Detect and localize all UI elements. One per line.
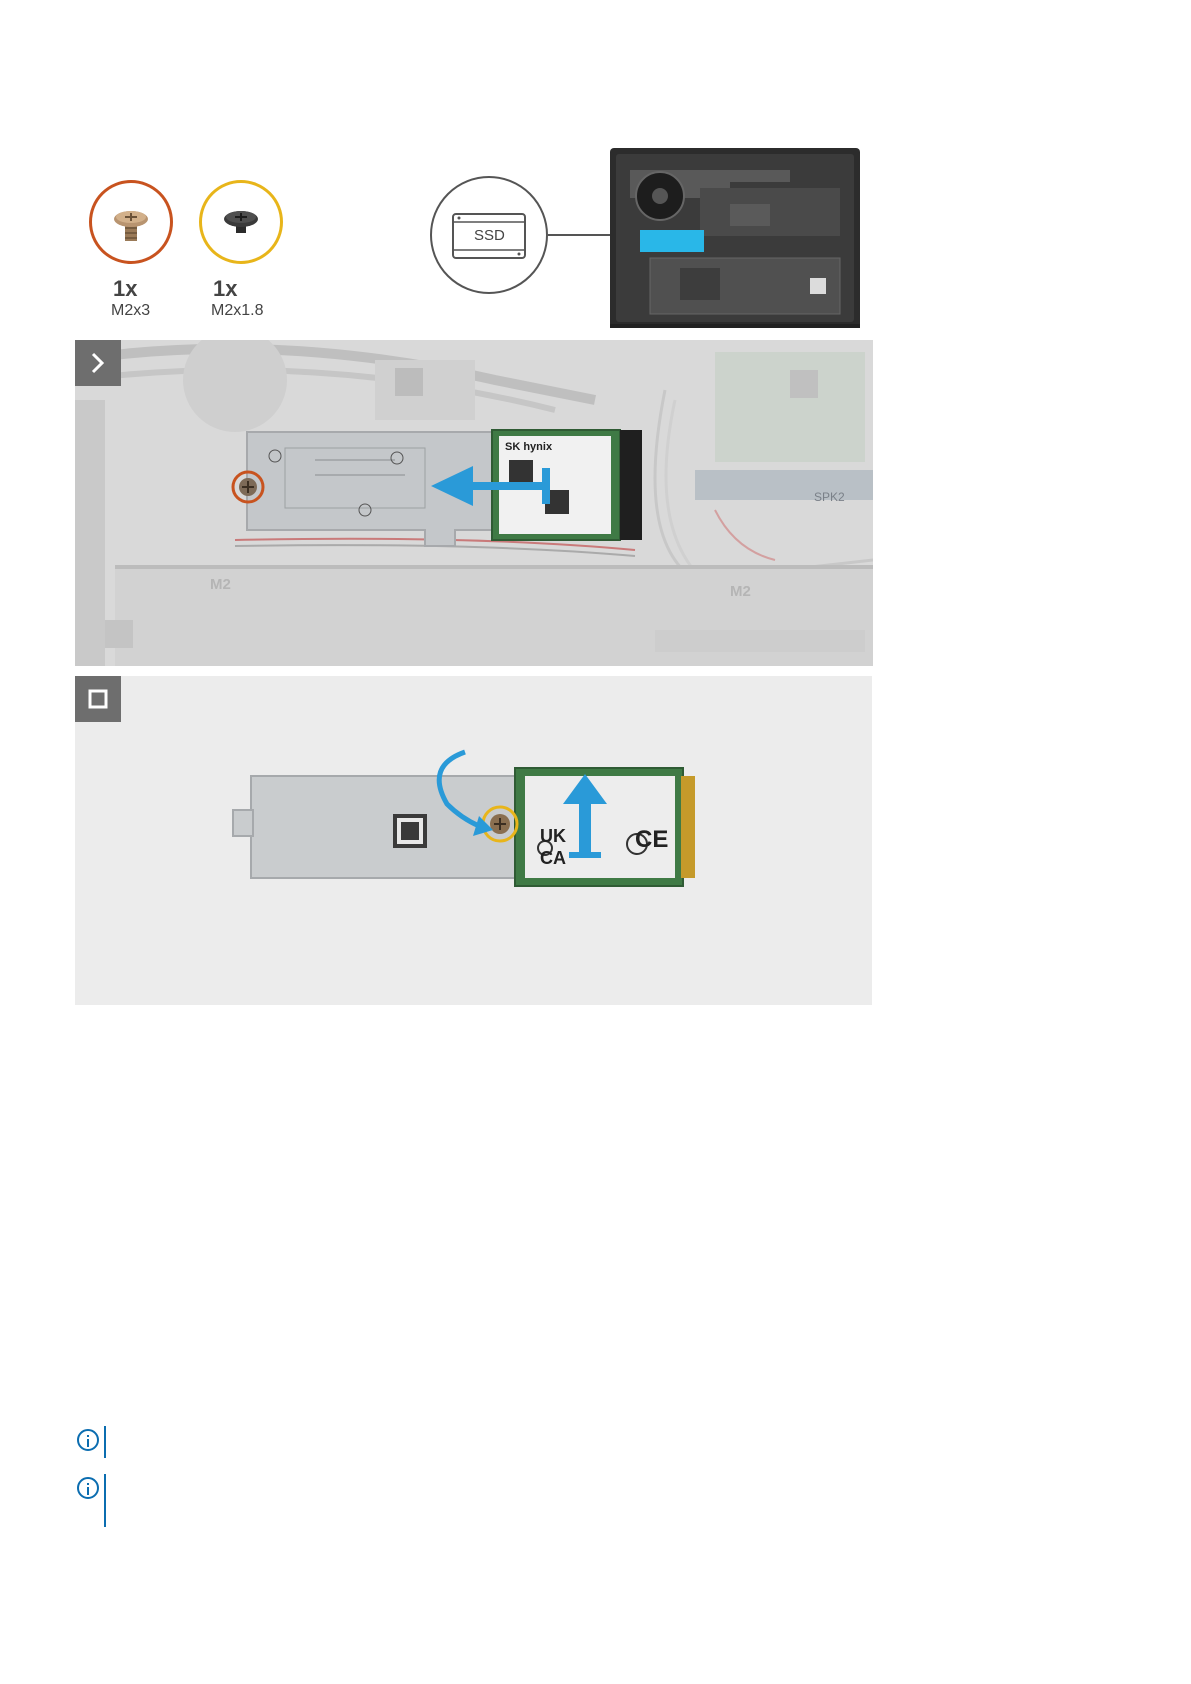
- screw-m2x18-ring: [199, 180, 283, 264]
- note-1-accent-bar: [104, 1426, 106, 1458]
- step2-mark-uk: UK: [540, 826, 566, 846]
- step1-label-speaker: SPK2: [814, 490, 845, 504]
- stop-square-icon: [75, 676, 121, 722]
- step2-badge: [75, 676, 121, 722]
- step2-illustration: [75, 676, 872, 1005]
- ssd-callout-circle: [430, 176, 548, 294]
- chevron-right-icon: [75, 340, 121, 386]
- screw-m2x18-size: M2x1.8: [211, 302, 264, 319]
- ssd-callout-label: SSD: [474, 227, 505, 244]
- info-icon: [77, 1429, 99, 1451]
- screw-m2x3-size: M2x3: [111, 302, 151, 319]
- screw-m2x18-qty: 1x: [213, 276, 238, 301]
- info-icon: [77, 1477, 99, 1499]
- step1-label-m2-left: M2: [210, 576, 231, 593]
- step1-badge: [75, 340, 121, 386]
- step1-label-m2-right: M2: [730, 583, 751, 600]
- step1-illustration: [75, 340, 873, 666]
- step2-panel: [75, 676, 872, 1005]
- screw-m2x18-icon: [202, 183, 280, 261]
- step1-ssd-brand: SK hynix: [505, 441, 553, 453]
- ssd-highlight: [640, 230, 704, 252]
- note-2-accent-bar: [104, 1474, 106, 1527]
- laptop-base-overview: [610, 148, 860, 328]
- screw-m2x3-ring: [89, 180, 173, 264]
- step2-mark-ca: CA: [540, 848, 566, 868]
- screw-m2x3-icon: [92, 183, 170, 261]
- step2-mark-ce: CE: [635, 826, 669, 853]
- screw-m2x3-qty: 1x: [113, 276, 138, 301]
- step1-panel: [75, 340, 873, 666]
